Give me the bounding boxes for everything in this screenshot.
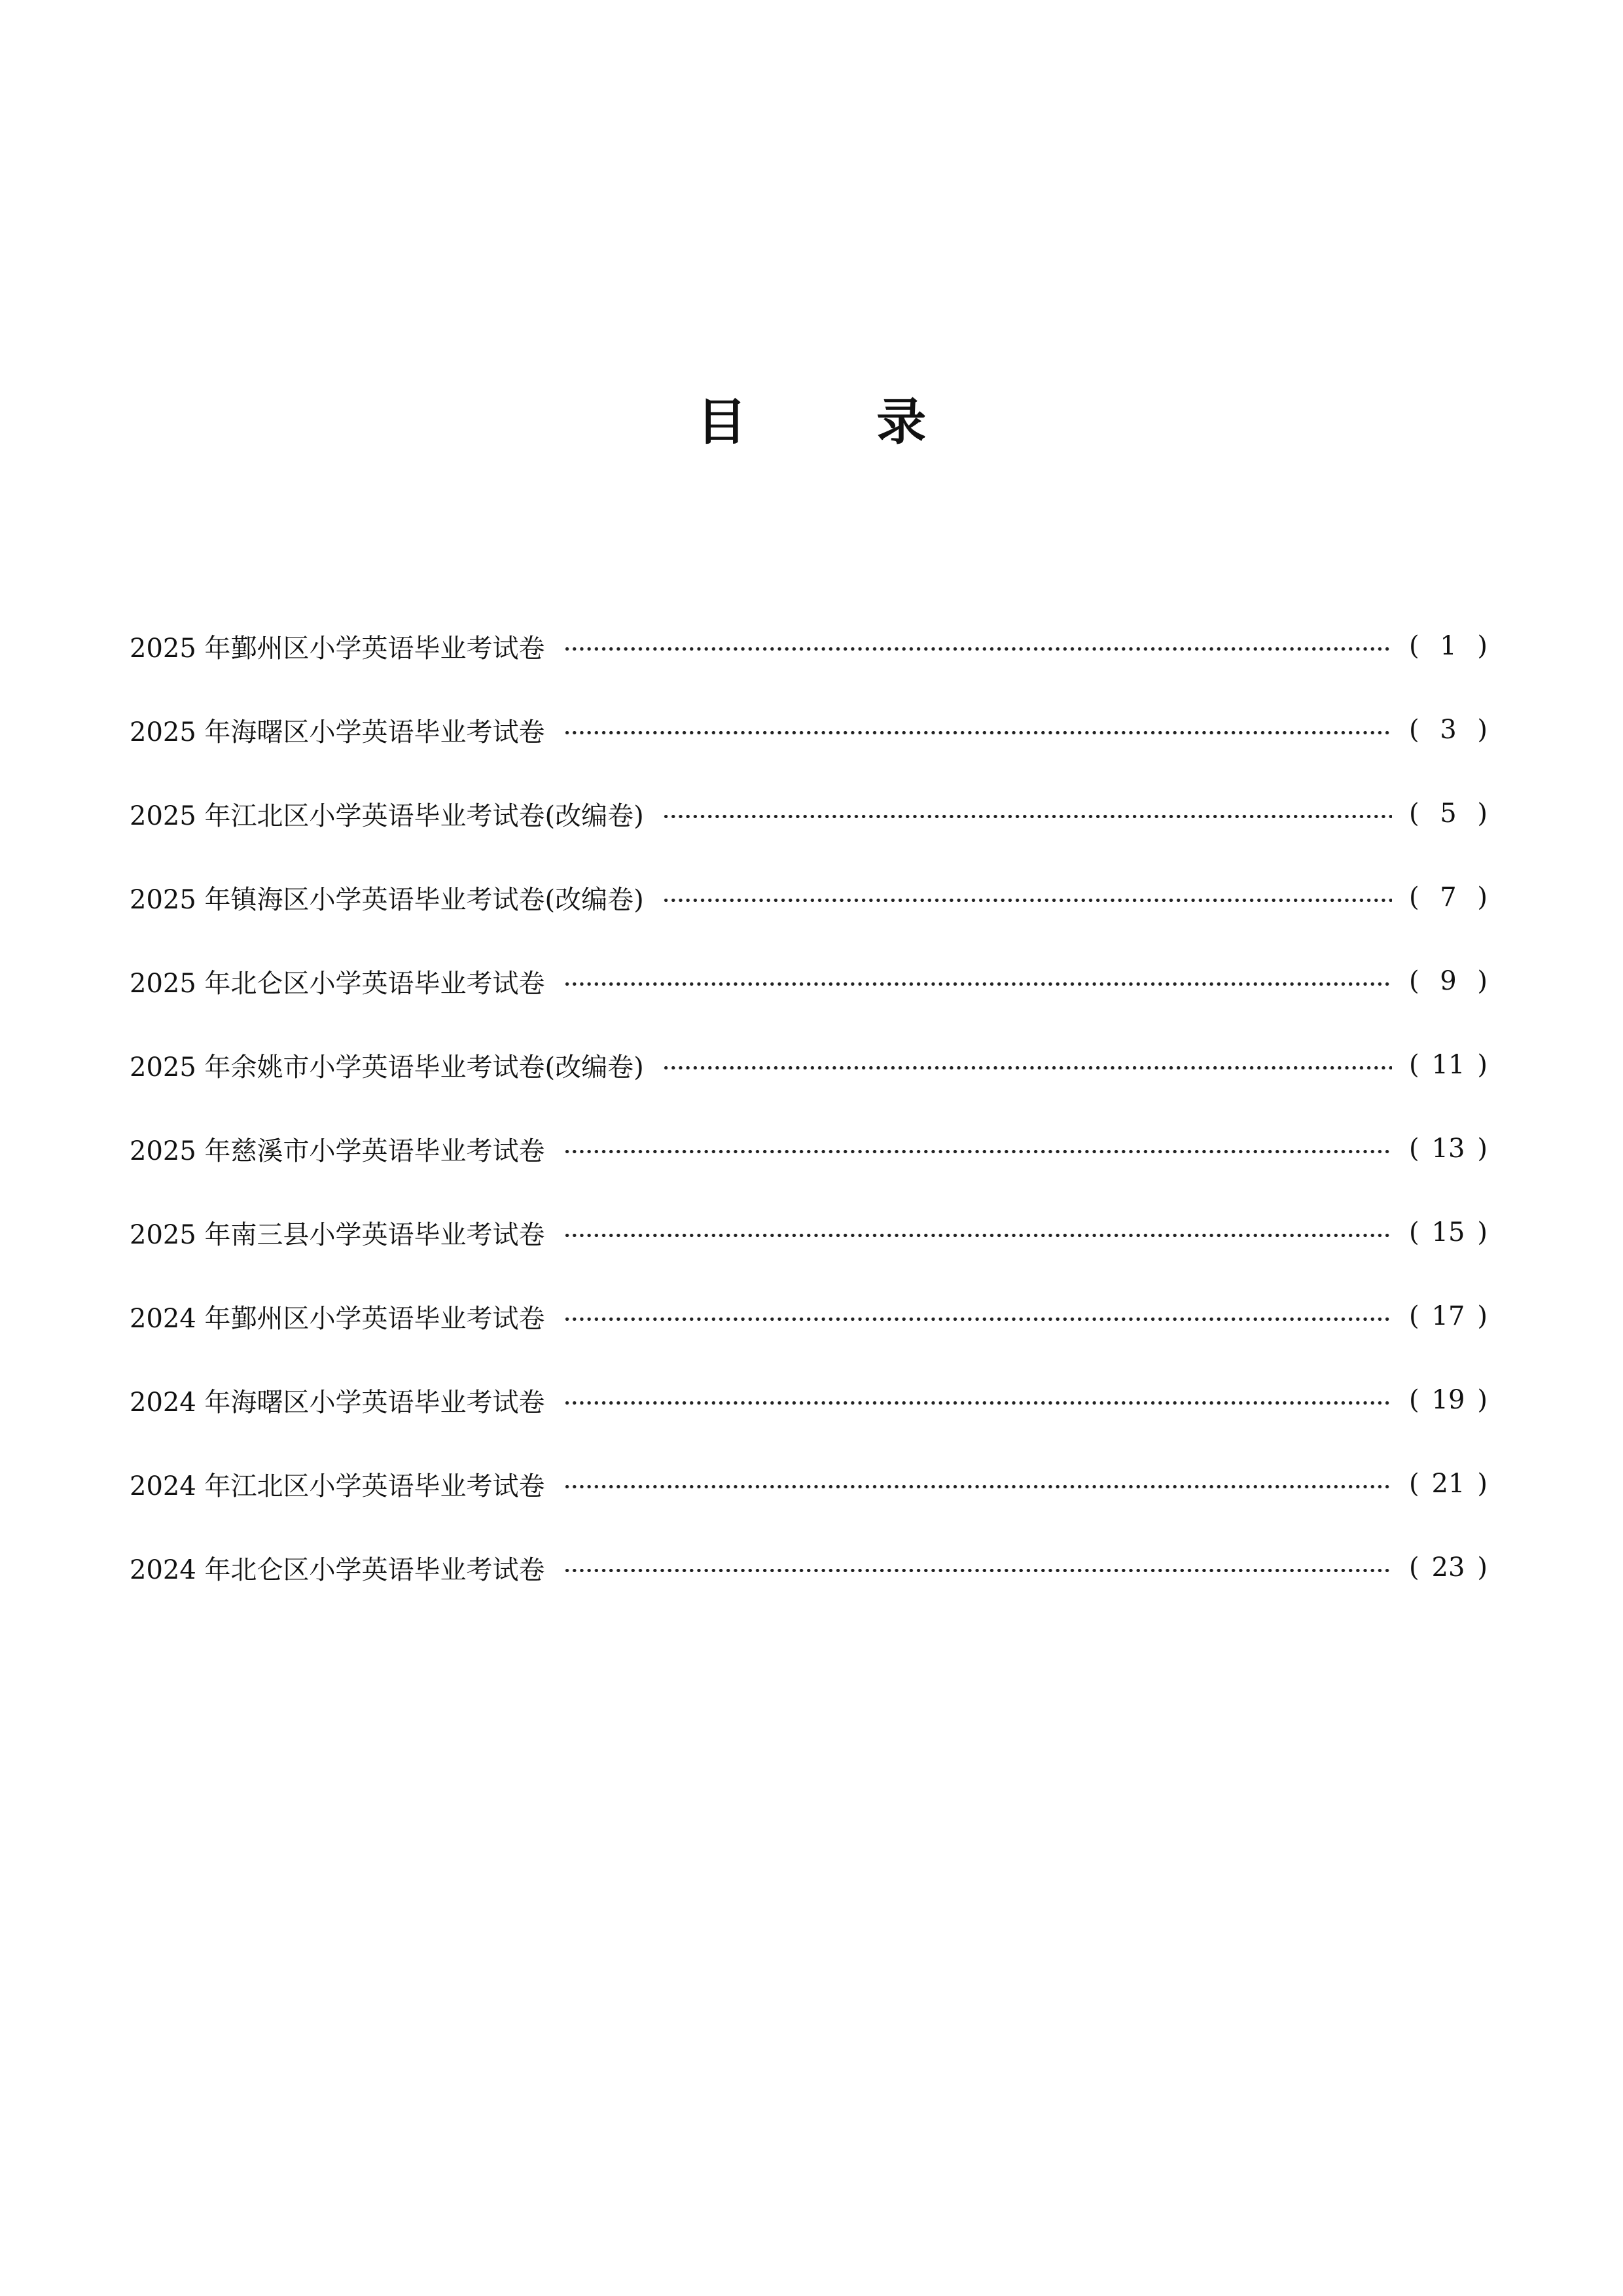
toc-entry[interactable]	[130, 1358, 1488, 1442]
close-paren: )	[1477, 631, 1488, 661]
table-of-contents	[130, 604, 1488, 1609]
open-paren: (	[1409, 715, 1419, 745]
toc-entry-page	[1392, 798, 1488, 829]
page-number: 15	[1431, 1217, 1465, 1247]
toc-entry-title: 2025 年鄞州区小学英语毕业考试卷	[130, 633, 545, 664]
open-paren: (	[1409, 798, 1419, 829]
dot-leader	[563, 647, 1392, 651]
open-paren: (	[1409, 1301, 1419, 1331]
page-number: 7	[1440, 882, 1457, 912]
close-paren: )	[1477, 1552, 1488, 1583]
dot-leader	[662, 899, 1392, 902]
dot-leader	[563, 731, 1392, 734]
dot-leader	[662, 815, 1392, 818]
page-number: 19	[1431, 1385, 1465, 1415]
open-paren: (	[1409, 966, 1419, 996]
dot-leader	[662, 1066, 1392, 1069]
close-paren: )	[1477, 1134, 1488, 1164]
dot-leader	[563, 1318, 1392, 1321]
toc-entry[interactable]	[130, 1274, 1488, 1358]
open-paren: (	[1409, 1217, 1419, 1247]
page-number: 3	[1440, 715, 1457, 745]
toc-entry-page	[1392, 1552, 1488, 1583]
toc-entry-title: 2025 年江北区小学英语毕业考试卷(改编卷)	[130, 800, 644, 831]
toc-entry-page	[1392, 715, 1488, 745]
close-paren: )	[1477, 966, 1488, 996]
toc-entry-page	[1392, 1385, 1488, 1415]
page-title: 目 录	[696, 393, 983, 451]
toc-entry-title: 2025 年南三县小学英语毕业考试卷	[130, 1219, 545, 1250]
toc-entry[interactable]	[130, 688, 1488, 772]
close-paren: )	[1477, 1469, 1488, 1499]
toc-entry-page	[1392, 1217, 1488, 1247]
open-paren: (	[1409, 631, 1419, 661]
toc-entry-title: 2024 年鄞州区小学英语毕业考试卷	[130, 1303, 545, 1334]
close-paren: )	[1477, 1301, 1488, 1331]
dot-leader	[563, 1150, 1392, 1153]
close-paren: )	[1477, 1050, 1488, 1080]
page-number: 9	[1440, 966, 1457, 996]
toc-entry-page	[1392, 631, 1488, 661]
dot-leader	[563, 1401, 1392, 1405]
page-number: 11	[1431, 1050, 1465, 1080]
toc-entry-page	[1392, 1134, 1488, 1164]
page-number: 5	[1440, 798, 1457, 829]
dot-leader	[563, 1234, 1392, 1237]
open-paren: (	[1409, 1134, 1419, 1164]
dot-leader	[563, 1569, 1392, 1572]
toc-entry[interactable]	[130, 1023, 1488, 1107]
toc-entry-page	[1392, 1301, 1488, 1331]
toc-entry-title: 2024 年江北区小学英语毕业考试卷	[130, 1471, 545, 1501]
toc-entry-title: 2025 年余姚市小学英语毕业考试卷(改编卷)	[130, 1052, 644, 1083]
close-paren: )	[1477, 715, 1488, 745]
toc-entry[interactable]	[130, 772, 1488, 855]
toc-entry-title: 2025 年慈溪市小学英语毕业考试卷	[130, 1136, 545, 1166]
close-paren: )	[1477, 1385, 1488, 1415]
page-number: 1	[1440, 631, 1457, 661]
toc-entry-title: 2025 年北仑区小学英语毕业考试卷	[130, 968, 545, 999]
open-paren: (	[1409, 1385, 1419, 1415]
open-paren: (	[1409, 882, 1419, 912]
close-paren: )	[1477, 1217, 1488, 1247]
open-paren: (	[1409, 1469, 1419, 1499]
toc-entry[interactable]	[130, 1526, 1488, 1609]
toc-entry-title: 2025 年镇海区小学英语毕业考试卷(改编卷)	[130, 884, 644, 915]
toc-entry-page	[1392, 966, 1488, 996]
toc-entry-page	[1392, 1050, 1488, 1080]
toc-entry[interactable]	[130, 604, 1488, 688]
toc-entry[interactable]	[130, 1107, 1488, 1191]
page-number: 23	[1431, 1552, 1465, 1583]
dot-leader	[563, 1485, 1392, 1488]
dot-leader	[563, 982, 1392, 986]
toc-entry-title: 2024 年海曙区小学英语毕业考试卷	[130, 1387, 545, 1418]
toc-entry[interactable]	[130, 939, 1488, 1023]
toc-entry[interactable]	[130, 1442, 1488, 1526]
toc-entry-title: 2024 年北仑区小学英语毕业考试卷	[130, 1554, 545, 1585]
open-paren: (	[1409, 1050, 1419, 1080]
toc-entry-page	[1392, 1469, 1488, 1499]
toc-entry-title: 2025 年海曙区小学英语毕业考试卷	[130, 717, 545, 747]
toc-entry-page	[1392, 882, 1488, 912]
open-paren: (	[1409, 1552, 1419, 1583]
page-number: 21	[1431, 1469, 1465, 1499]
page-number: 17	[1431, 1301, 1465, 1331]
toc-entry[interactable]	[130, 855, 1488, 939]
page-number: 13	[1431, 1134, 1465, 1164]
close-paren: )	[1477, 798, 1488, 829]
close-paren: )	[1477, 882, 1488, 912]
toc-entry[interactable]	[130, 1191, 1488, 1274]
